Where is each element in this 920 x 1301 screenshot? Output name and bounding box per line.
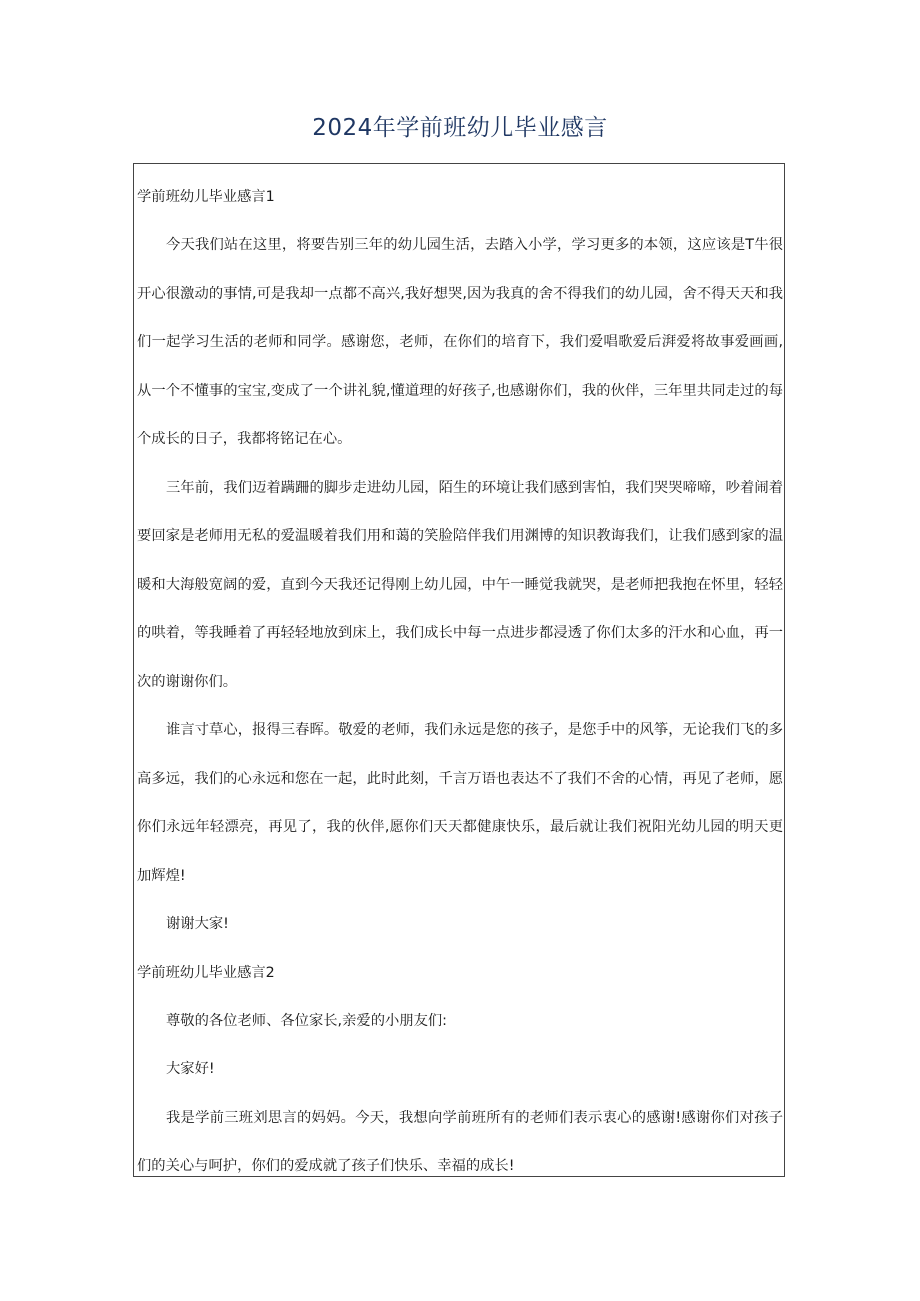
paragraph: 大家好! — [166, 1061, 215, 1077]
paragraph: 谢谢大家! — [166, 916, 229, 932]
paragraph: 谁言寸草心，报得三春晖。敬爱的老师，我们永远是您的孩子，是您手中的风筝，无论我们飞的多高多远，我们的心永远和您在一起，此时此刻，千言万语也表达不了我们不舍的心情，再见了老师，愿你们永远年轻漂亮，再见了，我的伙伴,愿你们天天都健康快乐，最后就让我们祝阳光幼儿园的明天更加辉煌! — [137, 722, 783, 884]
paragraph: 我是学前三班刘思言的妈妈。今天，我想向学前班所有的老师们表示衷心的感谢!感谢你们对孩子们的关心与呵护，你们的爱成就了孩子们快乐、幸福的成长! — [137, 1109, 783, 1174]
paragraph: 今天我们站在这里，将要告别三年的幼儿园生活，去踏入小学，学习更多的本领，这应该是T牛很开心很激动的事情,可是我却一点都不高兴,我好想哭,因为我真的舍不得我们的幼儿园，舍不得天天和我们一起学习生活的老师和同学。感谢您，老师，在你们的培育下，我们爱唱歌爱后湃爱将故事爱画画,从一个不懂事的宝宝,变成了一个讲礼貌,懂道理的好孩子,也感谢你们，我的伙伴，三年里共同走过的每个成长的日子，我都将铭记在心。 — [137, 237, 783, 447]
document-title: 2024年学前班幼儿毕业感言 — [312, 115, 608, 141]
section-heading-2: 学前班幼儿毕业感言2 — [137, 964, 275, 981]
document-body — [137, 185, 783, 1203]
paragraph: 尊敬的各位老师、各位家长,亲爱的小朋友们: — [166, 1012, 447, 1029]
section-heading-1: 学前班幼儿毕业感言1 — [137, 189, 275, 205]
paragraph: 三年前，我们迈着蹒跚的脚步走进幼儿园，陌生的环境让我们感到害怕，我们哭哭啼啼，吵着闹着要回家是老师用无私的爱温暖着我们用和蔼的笑脸陪伴我们用渊博的知识教诲我们，让我们感到家的温暖和大海般宽阔的爱，直到今天我还记得刚上幼儿园，中午一睡觉我就哭，是老师把我抱在怀里，轻轻的哄着，等我睡着了再轻轻地放到床上，我们成长中每一点进步都浸透了你们太多的汗水和心血，再一次的谢谢你们。 — [137, 479, 783, 690]
